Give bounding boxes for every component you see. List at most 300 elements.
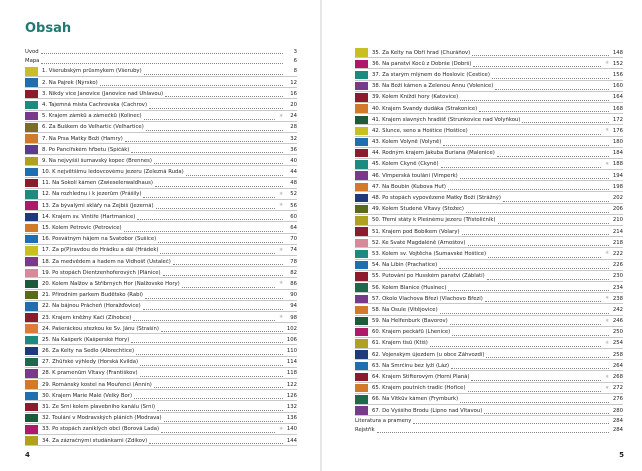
color-swatch (25, 101, 38, 109)
toc-entry[interactable] (355, 360, 623, 371)
dot-leader (157, 410, 283, 411)
dot-leader (163, 275, 283, 276)
dot-leader (133, 320, 275, 321)
toc-entry-page: 180 (612, 139, 623, 146)
dot-leader (131, 342, 283, 343)
toc-entry-title: 21. Přírodním parkem Budětsko (Rabí) (42, 292, 143, 299)
dot-leader (186, 175, 283, 176)
dot-leader (460, 178, 609, 179)
toc-entry-title: 3. Nikdy více Janovice (Janovice nad Úhlavou) (42, 90, 164, 97)
toc-entry-page: 106 (286, 336, 297, 343)
toc-entry-page: 172 (612, 116, 623, 123)
dot-leader (484, 413, 609, 414)
toc-entry[interactable] (355, 349, 623, 360)
toc-entry[interactable] (355, 92, 623, 103)
toc-entry-title: 49. Kolem Studené Vltavy (Stožec) (372, 206, 464, 213)
toc-entry-title: 59. Na Helfenburk (Bavorov) (372, 318, 448, 325)
toc-entry-title: 61. Krajem tisů (Ktiš) (372, 340, 428, 347)
color-swatch (25, 336, 38, 344)
toc-entry-page: 36 (290, 146, 297, 153)
toc-entry-title: 27. Zhůřské výhledy (Horská Kvilda) (42, 359, 139, 366)
toc-entry-title: 46. Vimperská toulání (Vimperk) (372, 172, 458, 179)
sun-icon: ☼ (604, 385, 609, 391)
dot-leader (495, 89, 609, 90)
dot-leader (466, 212, 609, 213)
dot-leader (161, 432, 275, 433)
toc-entry[interactable] (355, 125, 623, 136)
toc-entry-title: 43. Kolem Volyně (Volyně) (372, 139, 442, 146)
toc-entry-page: 60 (290, 213, 297, 220)
dot-leader (155, 186, 283, 187)
toc-entry-page: 136 (286, 415, 297, 422)
toc-entry-page: 156 (612, 71, 623, 78)
toc-entry-page: 102 (286, 325, 297, 332)
sun-icon: ☼ (278, 315, 283, 320)
toc-entry[interactable] (25, 47, 297, 56)
color-swatch (25, 369, 38, 377)
toc-entry[interactable] (355, 383, 623, 394)
dot-leader (470, 134, 601, 135)
toc-entry[interactable] (355, 316, 623, 327)
toc-entry[interactable] (25, 178, 297, 189)
color-swatch (355, 239, 368, 247)
color-swatch (25, 235, 38, 243)
dot-leader (156, 208, 275, 209)
color-swatch (355, 160, 368, 168)
toc-entry[interactable] (25, 345, 297, 356)
color-swatch (355, 116, 368, 124)
toc-entry-title: 40. Krajem Švandy dudáka (Strakonice) (372, 105, 478, 112)
dot-leader (450, 324, 601, 325)
toc-entry-page: 284 (612, 427, 623, 434)
toc-entry[interactable] (355, 47, 623, 58)
toc-entry-page: 86 (290, 280, 297, 287)
toc-entry[interactable] (355, 58, 623, 69)
toc-entry[interactable] (355, 338, 623, 349)
toc-entry-page: 280 (612, 407, 623, 414)
color-swatch (355, 384, 368, 392)
toc-entry[interactable] (25, 77, 297, 88)
dot-leader (413, 423, 609, 424)
toc-entry-title: 57. Okolo Vlachova Březí (Vlachovo Březí) (372, 295, 483, 302)
toc-entry[interactable] (25, 357, 297, 368)
toc-entry-page: 250 (612, 329, 623, 336)
toc-entry[interactable] (355, 327, 623, 338)
toc-entry-title: 64. Krajem Stifterovým (Horní Planá) (372, 374, 470, 381)
toc-entry-page: 268 (612, 374, 623, 381)
toc-entry-page: 148 (612, 49, 623, 56)
toc-entry[interactable] (25, 122, 297, 133)
dot-leader (448, 189, 609, 190)
toc-entry[interactable] (25, 99, 297, 110)
toc-entry-title: 60. Krajem peckářů (Lhenice) (372, 329, 451, 336)
toc-entry[interactable] (25, 301, 297, 312)
toc-entry[interactable] (25, 267, 297, 278)
toc-entry-page: 198 (612, 183, 623, 190)
color-swatch (355, 82, 368, 90)
dot-leader (140, 376, 283, 377)
color-swatch (25, 168, 38, 176)
dot-leader (41, 53, 283, 54)
toc-entry[interactable] (355, 426, 623, 435)
toc-entry-title: 30. Krajem Marie Malé (Velký Bor) (42, 392, 133, 399)
sun-icon: ☼ (604, 61, 609, 67)
dot-leader (439, 268, 609, 269)
dot-leader (486, 357, 609, 358)
toc-entry[interactable] (25, 390, 297, 401)
toc-entry[interactable] (25, 424, 297, 435)
color-swatch (25, 380, 38, 388)
toc-entry[interactable] (25, 56, 297, 65)
color-swatch (25, 224, 38, 232)
toc-entry[interactable] (25, 312, 297, 323)
toc-entry[interactable] (25, 189, 297, 200)
toc-entry-title: 37. Za starým mlýnem do Hoslovic (Čestice) (372, 71, 490, 78)
toc-entry-page: 8 (293, 68, 297, 75)
toc-entry-title: 6. Za Buškem do Velhartic (Velhartice) (42, 124, 144, 131)
toc-entry[interactable] (25, 256, 297, 267)
toc-entry-title: 17. Za p(P)ravdou do Hrádku a dál (Hrádek) (42, 247, 159, 254)
color-swatch (25, 213, 38, 221)
toc-entry[interactable] (355, 181, 623, 192)
dot-leader (145, 298, 283, 299)
color-swatch (355, 339, 368, 347)
toc-entry[interactable] (355, 215, 623, 226)
toc-entry-page: 16 (290, 90, 297, 97)
toc-entry-page: 206 (612, 206, 623, 213)
dot-leader (498, 223, 610, 224)
toc-entry-title: 19. Po stopách Dientzenhoferových (Plánice) (42, 269, 161, 276)
toc-entry[interactable] (355, 304, 623, 315)
toc-entry-page: 234 (612, 284, 623, 291)
toc-entry[interactable] (25, 200, 297, 211)
toc-entry-title: 14. Krajem sv. Vintíře (Hartmanice) (42, 213, 136, 220)
dot-leader (448, 290, 609, 291)
color-swatch (355, 227, 368, 235)
toc-entry-page: 48 (290, 180, 297, 187)
toc-entry-title: 22. Na bájnou Prácheň (Horažďovice) (42, 303, 141, 310)
dot-leader (497, 156, 609, 157)
toc-entry-title: 47. Na Boubín (Kubova Huť) (372, 183, 446, 190)
toc-entry[interactable] (25, 166, 297, 177)
color-swatch (355, 48, 368, 56)
toc-entry[interactable] (355, 192, 623, 203)
dot-leader (41, 63, 283, 64)
toc-entry-title: 26. Za Kelty na Sedlo (Albrechtice) (42, 348, 135, 355)
toc-entry-page: 24 (290, 113, 297, 120)
color-swatch (355, 171, 368, 179)
toc-entry[interactable] (355, 69, 623, 80)
toc-entry-page: 74 (290, 247, 297, 254)
color-swatch (25, 246, 38, 254)
toc-entry-title: 18. Za medvědem a hadem na Vidhošť (Ústaleč) (42, 258, 171, 265)
toc-entry-page: 118 (286, 370, 297, 377)
toc-entry-title: 66. Na Vítkův kámen (Frymburk) (372, 396, 459, 403)
color-swatch (25, 123, 38, 131)
color-swatch (355, 362, 368, 370)
toc-entry[interactable] (355, 293, 623, 304)
color-swatch (355, 272, 368, 280)
color-swatch (355, 328, 368, 336)
toc-entry[interactable] (25, 111, 297, 122)
toc-left-column (25, 47, 297, 446)
toc-entry[interactable] (25, 234, 297, 245)
toc-entry[interactable] (25, 278, 297, 289)
color-swatch (25, 257, 38, 265)
dot-leader (182, 287, 275, 288)
toc-entry-title: 10. K největšímu ledovcovému jezeru (Železná Ruda) (42, 169, 184, 176)
toc-entry-page: 114 (286, 359, 297, 366)
dot-leader (149, 443, 283, 444)
dot-leader (462, 234, 609, 235)
toc-entry-page: 264 (612, 362, 623, 369)
page-number-right: 5 (619, 451, 624, 459)
toc-entry-title: 36. Na panství Koců z Dobrše (Dobrš) (372, 60, 472, 67)
dot-leader (158, 242, 283, 243)
toc-entry-title: 9. Na nejvyšší šumavský kopec (Brennes) (42, 157, 152, 164)
color-swatch (355, 283, 368, 291)
toc-entry-title: 15. Kolem Petrovic (Petrovice) (42, 225, 122, 231)
toc-entry-title: 44. Rodným krajem Jakuba Buriana (Malenice) (372, 150, 495, 157)
toc-entry[interactable] (25, 323, 297, 334)
color-swatch (25, 358, 38, 366)
toc-entry-page: 132 (286, 404, 297, 410)
toc-entry[interactable] (355, 416, 623, 425)
toc-entry[interactable] (355, 204, 623, 215)
sun-icon: ☼ (604, 340, 609, 346)
toc-entry[interactable] (355, 81, 623, 92)
color-swatch (355, 71, 368, 79)
color-swatch (25, 302, 38, 310)
dot-leader (144, 119, 275, 120)
dot-leader (522, 122, 609, 123)
dot-leader (154, 387, 283, 388)
toc-entry[interactable] (25, 88, 297, 99)
dot-leader (161, 331, 283, 332)
toc-entry-title: Úvod (25, 48, 39, 55)
color-swatch (355, 149, 368, 157)
color-swatch (25, 134, 38, 142)
dot-leader (479, 111, 609, 112)
dot-leader (377, 432, 609, 433)
toc-entry-page: 90 (290, 292, 297, 299)
toc-entry-title: 48. Po stopách vypovězené Matky Boží (Strážný) (372, 195, 501, 202)
toc-entry-title: Literatura a prameny (355, 417, 412, 424)
toc-entry[interactable] (355, 237, 623, 248)
toc-right-column (355, 47, 623, 435)
color-swatch (25, 190, 38, 198)
sun-icon: ☼ (278, 247, 283, 253)
dot-leader (471, 380, 600, 381)
toc-entry-page: 64 (290, 225, 297, 231)
dot-leader (472, 55, 609, 56)
dot-leader (165, 96, 283, 97)
color-swatch (25, 313, 38, 321)
toc-entry-page: 222 (612, 250, 623, 257)
dot-leader (160, 253, 274, 254)
dot-leader (468, 245, 610, 246)
toc-entry[interactable] (355, 159, 623, 170)
toc-entry[interactable] (355, 282, 623, 293)
color-swatch (25, 280, 38, 288)
toc-entry-title: 52. Ke Svaté Magdaléně (Arnoštov) (372, 239, 466, 246)
toc-entry-title: 11. Na Sokolí kámen (Zwieselerwaldhaus) (42, 180, 153, 187)
color-swatch (25, 145, 38, 153)
dot-leader (125, 141, 283, 142)
toc-entry-page: 254 (612, 340, 623, 347)
sun-icon: ☼ (278, 191, 283, 197)
toc-entry[interactable] (25, 413, 297, 424)
toc-entry[interactable] (25, 290, 297, 301)
color-swatch (25, 291, 38, 299)
toc-entry-title: 54. Na Libín (Prachatice) (372, 262, 438, 269)
toc-entry[interactable] (355, 103, 623, 114)
toc-entry-title: 20. Kolem Nalžov a Stříbrných Hor (Nalžovské Hory) (42, 280, 180, 287)
toc-entry-page: 122 (286, 381, 297, 388)
toc-entry-page: 284 (612, 417, 623, 424)
toc-entry-title: 31. Ze Srní kolem plavebního kanálu (Srní) (42, 404, 156, 410)
sun-icon: ☼ (604, 161, 609, 167)
dot-leader (164, 421, 283, 422)
page-gutter (320, 0, 322, 471)
dot-leader (154, 163, 283, 164)
toc-entry[interactable] (25, 66, 297, 77)
toc-entry-title: 33. Po stopách zaniklých obcí (Borová Lada) (42, 426, 160, 433)
toc-entry-page: 32 (290, 135, 297, 142)
toc-entry[interactable] (25, 401, 297, 412)
color-swatch (25, 324, 38, 332)
toc-entry[interactable] (25, 155, 297, 166)
toc-entry[interactable] (25, 435, 297, 446)
toc-entry-title: 42. Slunce, seno a Hoštice (Hoštice) (372, 127, 468, 134)
toc-entry[interactable] (25, 211, 297, 222)
toc-entry[interactable] (25, 245, 297, 256)
toc-entry-page: 272 (612, 385, 623, 392)
toc-entry-title: 53. Kolem sv. Vojtěcha (Šumavské Hoštice) (372, 250, 487, 257)
toc-entry[interactable] (355, 148, 623, 159)
dot-leader (173, 264, 283, 265)
dot-leader (443, 145, 609, 146)
color-swatch (355, 194, 368, 202)
toc-entry-title: 1. Všerubským průsmykem (Všeruby) (42, 68, 142, 75)
dot-leader (473, 66, 601, 67)
toc-entry-page: 238 (612, 295, 623, 302)
toc-entry-page: 40 (290, 157, 297, 164)
toc-entry-title: 16. Posvátným hájem na Svatobor (Sušice) (42, 236, 157, 243)
toc-entry-page: 218 (612, 239, 623, 246)
color-swatch (25, 67, 38, 75)
color-swatch (355, 216, 368, 224)
toc-entry-title: 58. Na Osule (Vitějovice) (372, 306, 438, 313)
toc-entry[interactable] (355, 226, 623, 237)
toc-entry[interactable] (25, 368, 297, 379)
color-swatch (25, 347, 38, 355)
toc-entry-page: 226 (612, 262, 623, 269)
dot-leader (452, 335, 609, 336)
dot-leader (137, 219, 283, 220)
color-swatch (355, 183, 368, 191)
toc-entry-page: 160 (612, 83, 623, 90)
toc-entry-title: 12. Na rozhlednu i k jezerům (Prášily) (42, 191, 142, 198)
dot-leader (468, 391, 601, 392)
toc-entry-title: 28. K pramenům Vltavy (Františkov) (42, 370, 138, 377)
toc-entry[interactable] (355, 137, 623, 148)
toc-entry[interactable] (355, 271, 623, 282)
sun-icon: ☼ (604, 128, 609, 134)
dot-leader (100, 85, 283, 86)
toc-entry-page: 202 (612, 195, 623, 202)
sun-icon: ☼ (278, 426, 283, 432)
toc-entry-page: 78 (290, 258, 297, 265)
toc-entry-title: 35. Za Kelty na Obří hrad (Churáňov) (372, 49, 471, 56)
toc-entry[interactable] (355, 248, 623, 259)
toc-entry[interactable] (355, 405, 623, 416)
page-title: Obsah (25, 21, 72, 36)
toc-entry[interactable] (25, 334, 297, 345)
toc-entry-page: 258 (612, 351, 623, 358)
toc-entry-title: 50. Třemi státy k Plešnému jezeru (Třístoličník) (372, 217, 496, 224)
dot-leader (451, 368, 609, 369)
toc-entry-title: 25. Na Kašperk (Kašperské Hory) (42, 336, 130, 343)
color-swatch (355, 373, 368, 381)
toc-entry-page: 98 (290, 314, 297, 321)
sun-icon: ☼ (604, 374, 609, 380)
toc-entry-title: 23. Krajem kněžny Kačí (Žihobce) (42, 314, 132, 321)
toc-entry[interactable] (355, 260, 623, 271)
toc-entry-page: 214 (612, 228, 623, 235)
toc-entry[interactable] (355, 394, 623, 405)
toc-entry-title: 5. Krajem zámků a zámečků (Kolinec) (42, 113, 142, 120)
toc-entry-page: 3 (293, 48, 297, 55)
toc-entry-title: 38. Na Boží kámen a Zelenou Annu (Volenice) (372, 83, 494, 90)
toc-entry[interactable] (355, 170, 623, 181)
color-swatch (355, 261, 368, 269)
toc-entry[interactable] (355, 114, 623, 125)
toc-entry-title: 67. Do Vyššího Brodu (Lipno nad Vltavou) (372, 407, 483, 414)
toc-entry-page: 188 (612, 161, 623, 168)
toc-entry[interactable] (25, 379, 297, 390)
toc-entry-page: 246 (612, 318, 623, 325)
toc-entry-page: 144 (286, 437, 297, 444)
toc-entry-page: 56 (290, 202, 297, 209)
color-swatch (355, 350, 368, 358)
dot-leader (460, 100, 609, 101)
dot-leader (131, 152, 283, 153)
sun-icon: ☼ (278, 113, 283, 119)
toc-entry-page: 242 (612, 306, 623, 313)
dot-leader (136, 354, 283, 355)
color-swatch (355, 104, 368, 112)
toc-entry[interactable] (25, 144, 297, 155)
toc-entry[interactable] (25, 222, 297, 233)
color-swatch (355, 205, 368, 213)
sun-icon: ☼ (278, 203, 283, 209)
dot-leader (143, 309, 283, 310)
color-swatch (25, 436, 38, 444)
toc-entry-page: 20 (290, 101, 297, 108)
color-swatch (25, 414, 38, 422)
color-swatch (355, 60, 368, 68)
toc-entry-title: 8. Po Pancířském hřbetu (Špičák) (42, 146, 130, 153)
toc-entry-page: 152 (612, 60, 623, 67)
dot-leader (460, 402, 609, 403)
toc-entry[interactable] (25, 133, 297, 144)
color-swatch (25, 90, 38, 98)
toc-entry-page: 44 (290, 169, 297, 176)
toc-entry[interactable] (355, 371, 623, 382)
toc-entry-page: 140 (286, 426, 297, 433)
toc-entry-page: 28 (290, 124, 297, 131)
